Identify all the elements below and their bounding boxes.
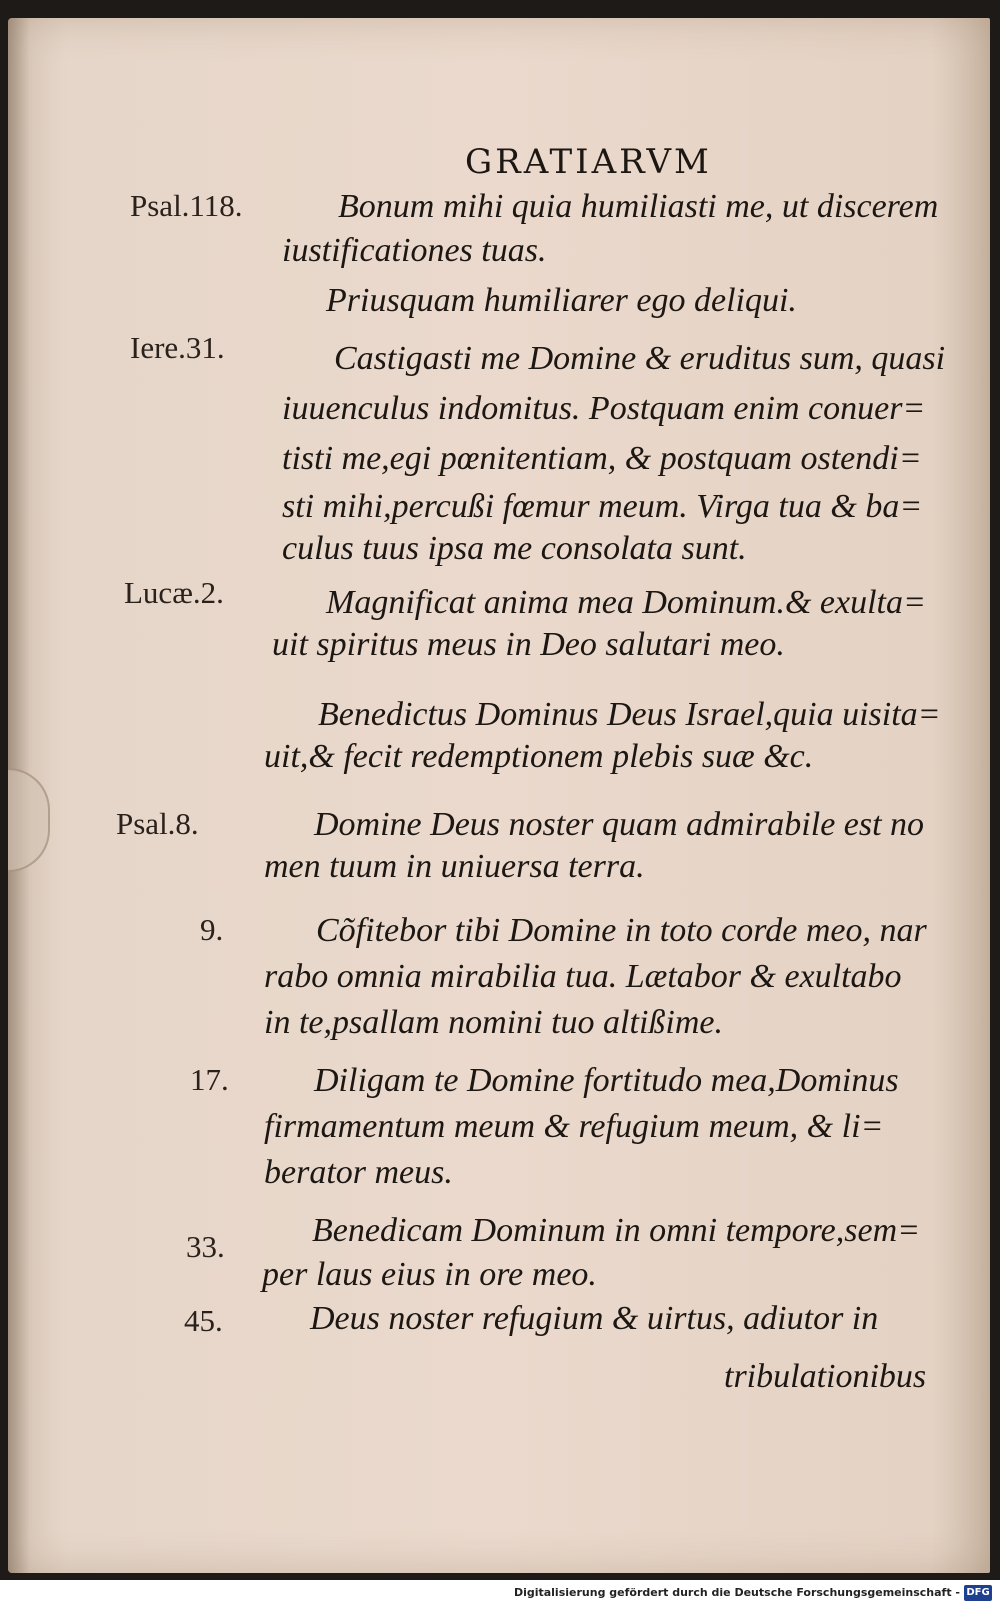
text-line: Benedicam Dominum in omni tempore,sem= xyxy=(312,1212,921,1249)
margin-note-33: 33. xyxy=(186,1229,225,1264)
text-line: tisti me,egi pœnitentiam, & postquam ostendi= xyxy=(282,440,922,477)
text-line: Benedictus Dominus Deus Israel,quia uisita= xyxy=(318,696,941,733)
margin-note-9: 9. xyxy=(200,912,224,947)
page-clip-mark xyxy=(8,768,50,872)
text-line: Castigasti me Domine & eruditus sum, quasi xyxy=(334,340,946,377)
text-line: Priusquam humiliarer ego deliqui. xyxy=(326,282,797,319)
text-line: rabo omnia mirabilia tua. Lætabor & exultabo xyxy=(264,958,902,995)
footer-credit-text: Digitalisierung gefördert durch die Deutsche Forschungsgemeinschaft - xyxy=(513,1586,960,1599)
margin-note-45: 45. xyxy=(184,1303,223,1338)
text-line: culus tuus ipsa me consolata sunt. xyxy=(282,530,747,567)
text-line: Bonum mihi quia humiliasti me, ut discerem xyxy=(338,188,939,225)
text-line: men tuum in uniuersa terra. xyxy=(264,848,645,885)
text-line: in te,psallam nomini tuo altißime. xyxy=(264,1004,723,1041)
text-line: iustificationes tuas. xyxy=(282,232,547,269)
margin-note-lucae-2: Lucæ.2. xyxy=(124,575,224,610)
margin-note-psal-118: Psal.118. xyxy=(130,188,243,223)
margin-note-iere-31: Iere.31. xyxy=(130,330,225,365)
text-line: Domine Deus noster quam admirabile est no xyxy=(314,806,925,843)
text-line: Cõfitebor tibi Domine in toto corde meo, nar xyxy=(316,912,927,949)
margin-note-17: 17. xyxy=(190,1062,229,1097)
margin-note-psal-8: Psal.8. xyxy=(116,806,199,841)
footer-bar xyxy=(0,1580,1000,1607)
text-line: berator meus. xyxy=(264,1154,453,1191)
dfg-logo-icon: DFG xyxy=(964,1585,992,1601)
text-line: Diligam te Domine fortitudo mea,Dominus xyxy=(314,1062,899,1099)
text-line: uit spiritus meus in Deo salutari meo. xyxy=(272,626,785,663)
text-line: per laus eius in ore meo. xyxy=(262,1256,597,1293)
page-header-title: GRATIARVM xyxy=(465,142,712,182)
text-line: sti mihi,percußi fœmur meum. Virga tua & ba= xyxy=(282,488,923,525)
text-line: firmamentum meum & refugium meum, & li= xyxy=(264,1108,884,1145)
text-line: Deus noster refugium & uirtus, adiutor in xyxy=(310,1300,879,1337)
text-line: Magnificat anima mea Dominum.& exulta= xyxy=(326,584,926,621)
text-line: iuuenculus indomitus. Postquam enim conuer= xyxy=(282,390,926,427)
text-line: uit,& fecit redemptionem plebis suæ &c. xyxy=(264,738,814,775)
text-line: tribulationibus xyxy=(724,1358,927,1395)
